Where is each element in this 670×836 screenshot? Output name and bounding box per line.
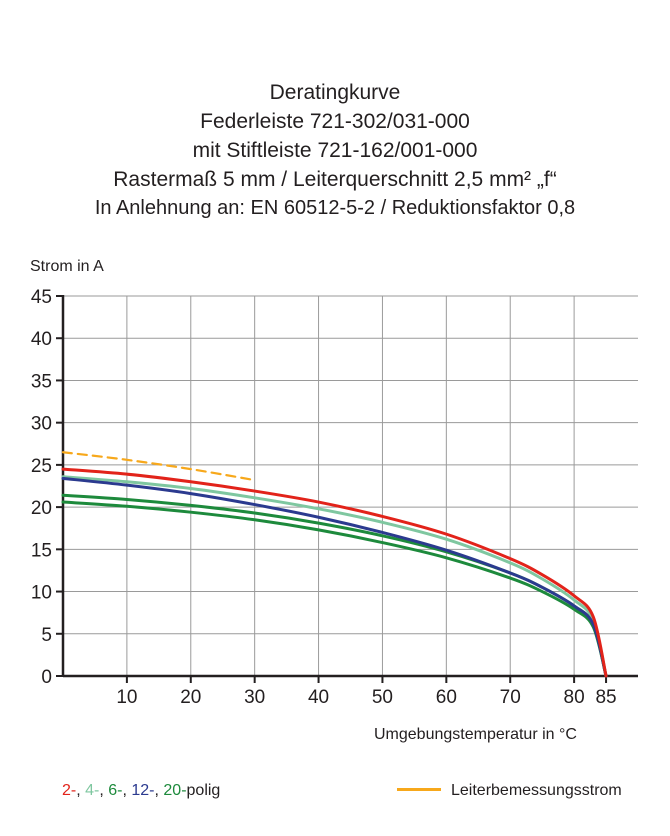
legend-pole-20: 20- xyxy=(163,782,187,799)
y-axis-label: Strom in A xyxy=(30,258,104,275)
legend-pole-12: 12- xyxy=(131,782,155,799)
x-axis-label: Umgebungstemperatur in °C xyxy=(374,726,577,743)
series-line-6-polig xyxy=(63,495,606,676)
x-tick-label: 30 xyxy=(244,687,266,708)
y-tick-label: 15 xyxy=(30,540,52,562)
title-line-5: In Anlehnung an: EN 60512-5-2 / Reduktionsfaktor 0,8 xyxy=(94,197,576,219)
legend-separator: , xyxy=(154,782,164,799)
series-line-20-polig xyxy=(63,502,606,676)
x-tick-label: 40 xyxy=(307,687,330,708)
y-tick-label: 35 xyxy=(30,371,52,393)
legend-pole-2: 2- xyxy=(62,782,77,799)
title-line-3: mit Stiftleiste 721-162/001-000 xyxy=(192,139,478,162)
legend-pole-6: 6- xyxy=(108,782,123,799)
y-tick-label: 0 xyxy=(41,667,52,688)
legend-rated-current-line xyxy=(397,788,441,791)
title-line-4: Rastermaß 5 mm / Leiterquerschnitt 2,5 mm² „f“ xyxy=(113,168,557,191)
y-tick-label: 45 xyxy=(30,287,52,308)
x-tick-label: 10 xyxy=(116,687,138,708)
y-tick-label: 5 xyxy=(41,624,52,646)
series-line-leiterbemessungsstrom xyxy=(63,452,255,480)
x-tick-label: 60 xyxy=(435,687,457,708)
legend-poles xyxy=(62,782,220,800)
legend-separator: , xyxy=(76,782,86,799)
x-tick-label: 70 xyxy=(499,687,521,708)
x-tick-label: 80 xyxy=(563,687,585,708)
legend-rated-current-label: Leiterbemessungsstrom xyxy=(451,782,622,799)
y-tick-label: 10 xyxy=(30,582,52,604)
legend-rated-current xyxy=(397,782,622,800)
chart-legend xyxy=(0,782,670,808)
legend-separator: , xyxy=(122,782,132,799)
x-tick-label: 85 xyxy=(595,687,617,708)
y-tick-label: 40 xyxy=(30,329,52,351)
y-tick-label: 30 xyxy=(30,413,52,435)
legend-poles-suffix: polig xyxy=(186,782,221,799)
title-line-2: Federleiste 721-302/031-000 xyxy=(200,110,470,133)
y-tick-label: 25 xyxy=(30,455,52,477)
y-tick-label: 20 xyxy=(30,498,52,520)
legend-separator: , xyxy=(99,782,109,799)
title-line-1: Deratingkurve xyxy=(269,81,401,104)
legend-pole-4: 4- xyxy=(85,782,100,799)
x-tick-label: 50 xyxy=(371,687,394,708)
x-tick-label: 20 xyxy=(180,687,202,708)
